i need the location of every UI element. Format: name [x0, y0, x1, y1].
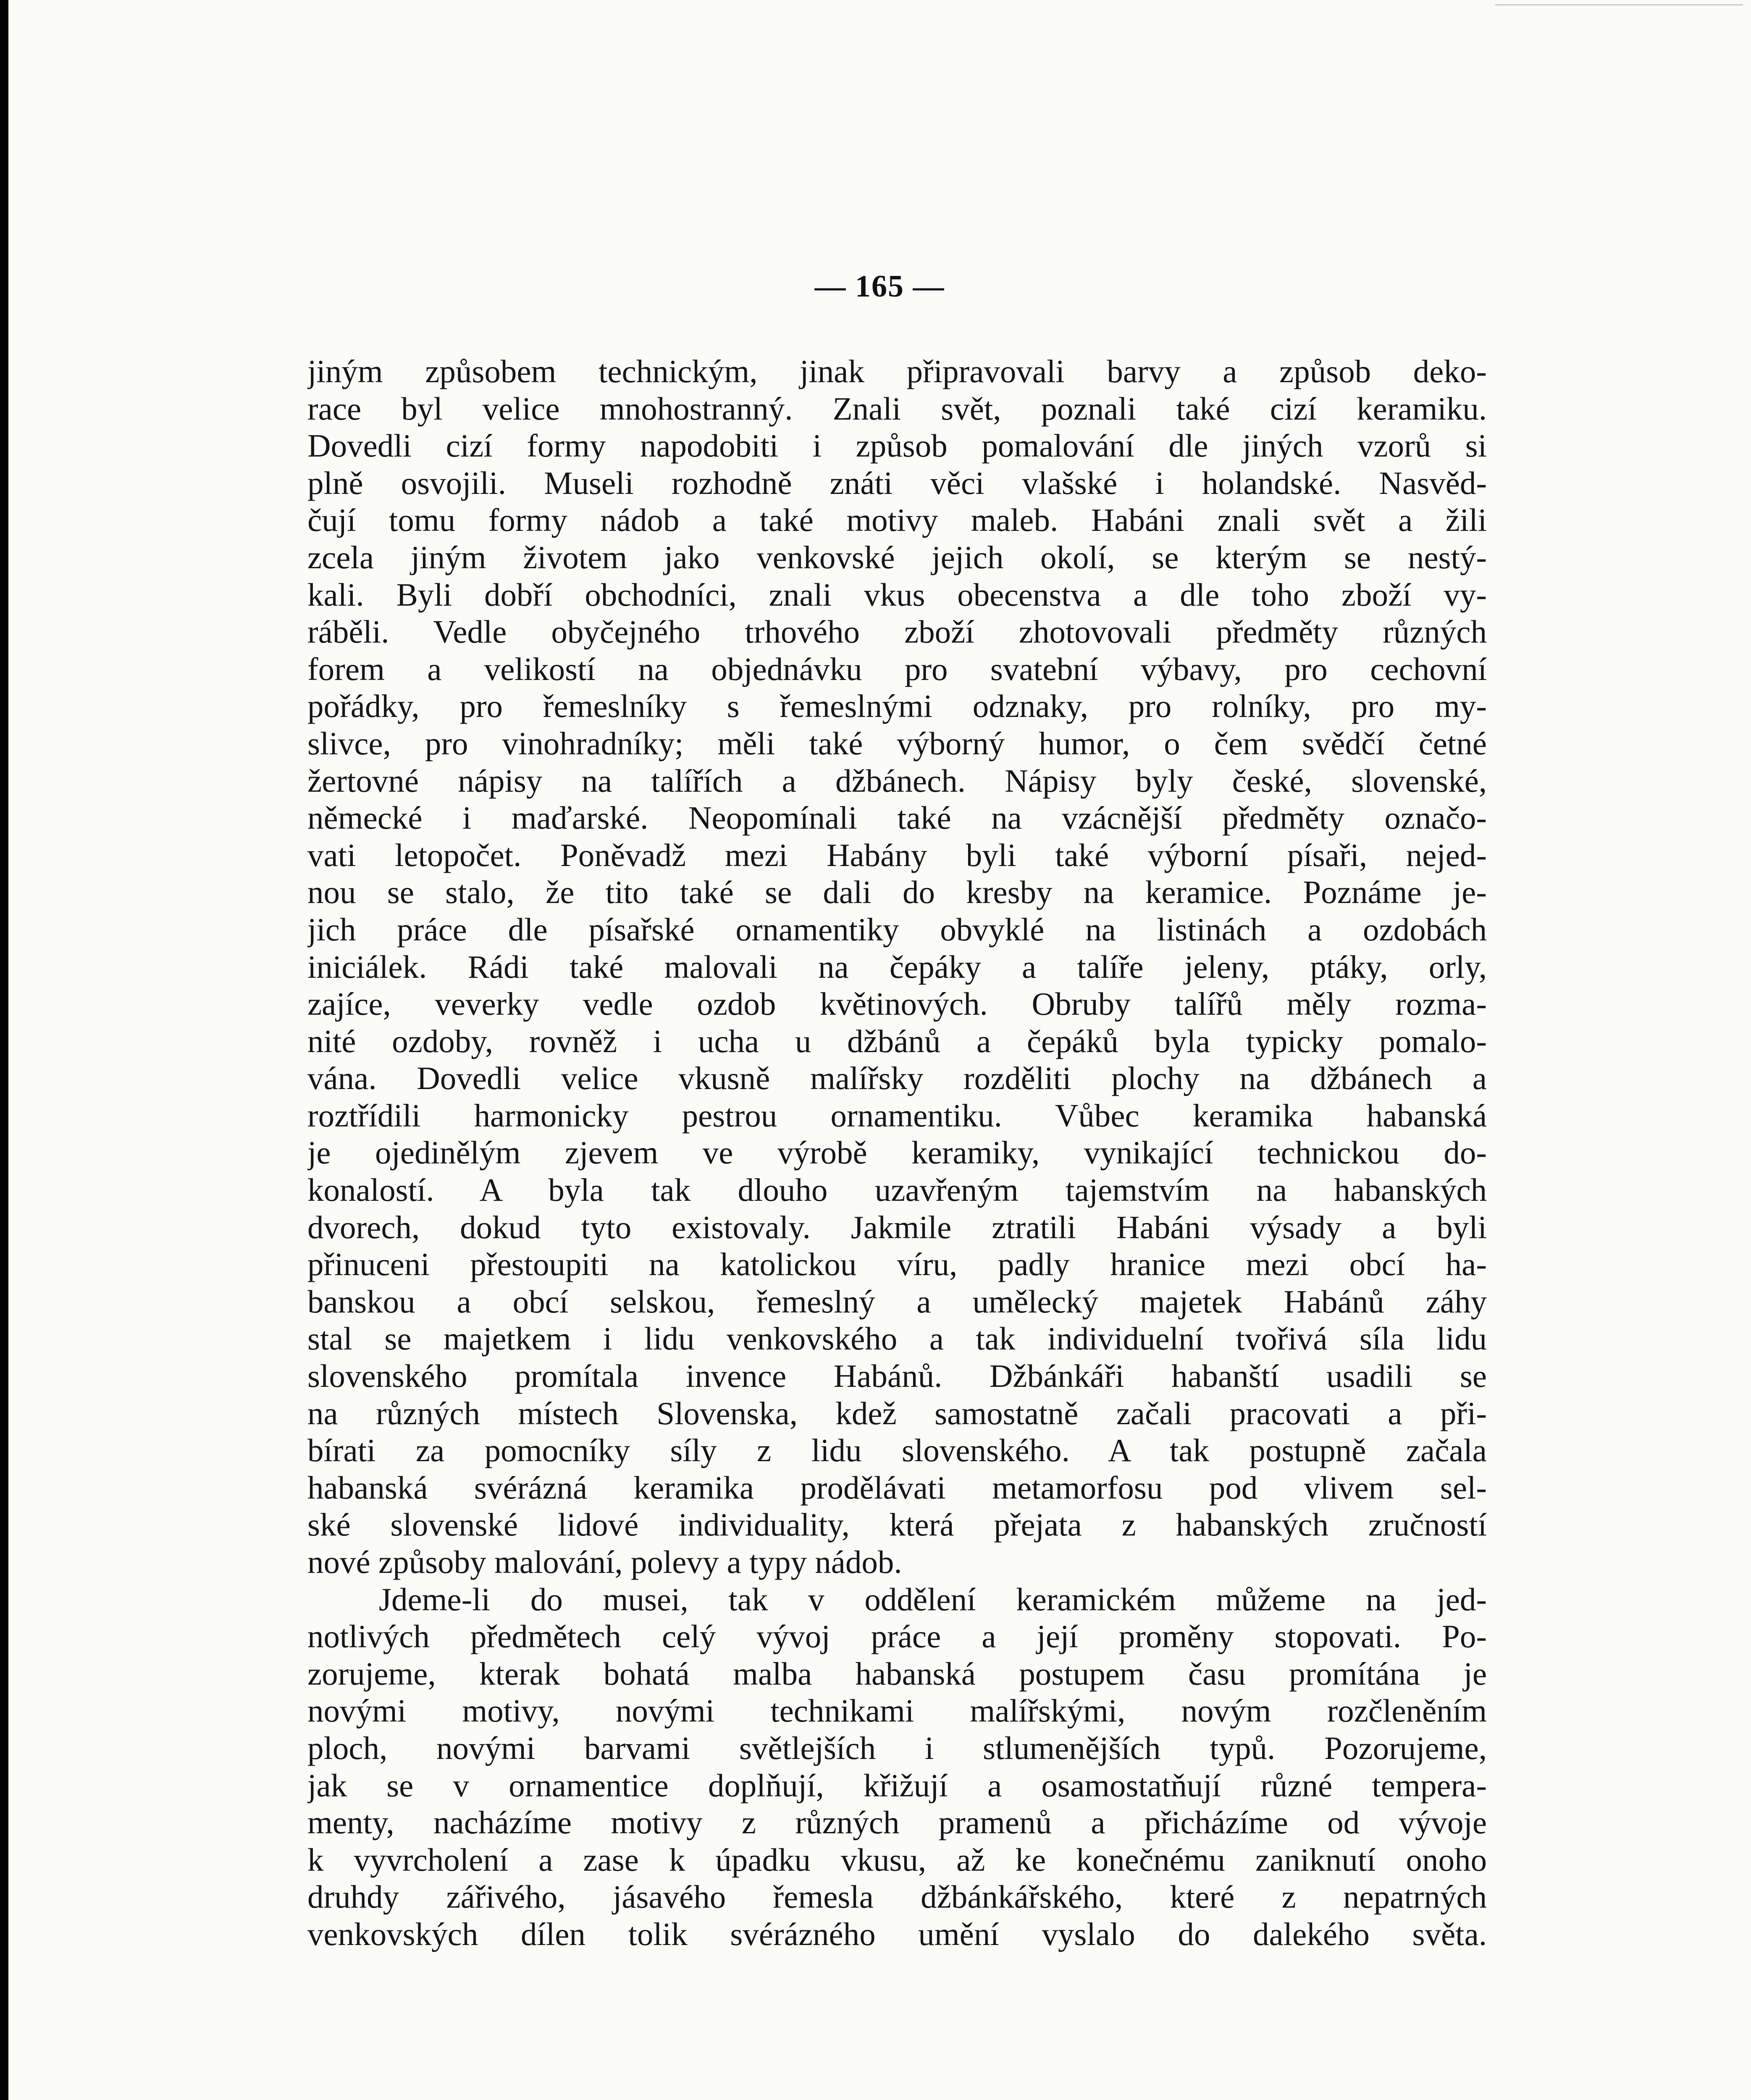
text-line: banskou a obcí selskou, řemeslný a umělecký majetek Habánů záhy	[307, 1283, 1487, 1320]
text-line: druhdy zářivého, jásavého řemesla džbánkářského, které z nepatrných	[307, 1879, 1487, 1915]
text-line: roztřídili harmonicky pestrou ornamentiku. Vůbec keramika habanská	[307, 1097, 1487, 1134]
text-line: dvorech, dokud tyto existovaly. Jakmile ztratili Habáni výsady a byli	[307, 1209, 1487, 1245]
text-line: nité ozdoby, rovněž i ucha u džbánů a čepáků byla typicky pomalo-	[307, 1023, 1487, 1059]
text-line: forem a velikostí na objednávku pro svatební výbavy, pro cechovní	[307, 651, 1487, 687]
text-line: ploch, novými barvami světlejších i stlumenějších typů. Pozorujeme,	[307, 1730, 1487, 1766]
text-line: nové způsoby malování, polevy a typy nádob.	[307, 1544, 902, 1580]
text-line: německé i maďarské. Neopomínali také na vzácnější předměty označo-	[307, 800, 1487, 836]
text-line: jich práce dle písařské ornamentiky obvyklé na listinách a ozdobách	[307, 911, 1487, 948]
text-line: nou se stalo, že tito také se dali do kresby na keramice. Poznáme je-	[307, 874, 1487, 911]
text-line: bírati za pomocníky síly z lidu slovenského. A tak postupně začala	[307, 1432, 1487, 1469]
text-line: race byl velice mnohostranný. Znali svět, poznali také cizí keramiku.	[307, 390, 1487, 427]
scan-edge-mark	[1495, 4, 1743, 31]
text-line: vati letopočet. Poněvadž mezi Habány byli také výborní písaři, nejed-	[307, 837, 1487, 873]
text-line: jak se v ornamentice doplňují, křižují a osamostatňují různé tempera-	[307, 1767, 1487, 1803]
text-line: konalostí. A byla tak dlouho uzavřeným tajemstvím na habanských	[307, 1172, 1487, 1208]
text-line: plně osvojili. Museli rozhodně znáti věci vlašské i holandské. Nasvěd-	[307, 465, 1487, 501]
text-line: čují tomu formy nádob a také motivy maleb. Habáni znali svět a žili	[307, 502, 1487, 538]
scanned-page	[8, 0, 1751, 2100]
text-line: zajíce, veverky vedle ozdob květinových. Obruby talířů měly rozma-	[307, 986, 1487, 1022]
text-line: přinuceni přestoupiti na katolickou víru, padly hranice mezi obcí ha-	[307, 1246, 1487, 1283]
text-line: notlivých předmětech celý vývoj práce a její proměny stopovati. Po-	[307, 1618, 1487, 1655]
text-line: iniciálek. Rádi také malovali na čepáky a talíře jeleny, ptáky, orly,	[307, 948, 1487, 985]
text-line: menty, nacházíme motivy z různých pramenů a přicházíme od vývoje	[307, 1804, 1487, 1841]
text-line: slovenského promítala invence Habánů. Džbánkáři habanští usadili se	[307, 1358, 1487, 1394]
text-line: zcela jiným životem jako venkovské jejich okolí, se kterým se nestý-	[307, 539, 1487, 575]
text-line: slivce, pro vinohradníky; měli také výborný humor, o čem svědčí četné	[307, 725, 1487, 761]
text-line: kali. Byli dobří obchodníci, znali vkus obecenstva a dle toho zboží vy-	[307, 576, 1487, 613]
body-text	[307, 353, 1487, 1953]
text-line: venkovských dílen tolik svérázného umění vyslalo do dalekého světa.	[307, 1916, 1487, 1952]
text-line: stal se majetkem i lidu venkovského a tak individuelní tvořivá síla lidu	[307, 1320, 1487, 1357]
page-number: — 165 —	[814, 269, 945, 304]
text-line: ské slovenské lidové individuality, která přejata z habanských zručností	[307, 1507, 1487, 1543]
text-line: ráběli. Vedle obyčejného trhového zboží zhotovovali předměty různých	[307, 614, 1487, 650]
text-line: žertovné nápisy na talířích a džbánech. Nápisy byly české, slovenské,	[307, 762, 1487, 799]
text-line: Jdeme-li do musei, tak v oddělení keramickém můžeme na jed-	[379, 1581, 1487, 1617]
text-line: zorujeme, kterak bohatá malba habanská postupem času promítána je	[307, 1655, 1487, 1692]
text-line: habanská svérázná keramika prodělávati metamorfosu pod vlivem sel-	[307, 1469, 1487, 1506]
text-line: pořádky, pro řemeslníky s řemeslnými odznaky, pro rolníky, pro my-	[307, 688, 1487, 724]
text-line: je ojedinělým zjevem ve výrobě keramiky, vynikající technickou do-	[307, 1134, 1487, 1171]
text-line: k vyvrcholení a zase k úpadku vkusu, až ke konečnému zaniknutí onoho	[307, 1841, 1487, 1878]
text-line: jiným způsobem technickým, jinak připravovali barvy a způsob deko-	[307, 353, 1487, 389]
text-line: Dovedli cizí formy napodobiti i způsob pomalování dle jiných vzorů si	[307, 428, 1487, 464]
text-line: vána. Dovedli velice vkusně malířsky rozděliti plochy na džbánech a	[307, 1060, 1487, 1097]
text-line: na různých místech Slovenska, kdež samostatně začali pracovati a při-	[307, 1395, 1487, 1431]
text-line: novými motivy, novými technikami malířskými, novým rozčleněním	[307, 1693, 1487, 1729]
